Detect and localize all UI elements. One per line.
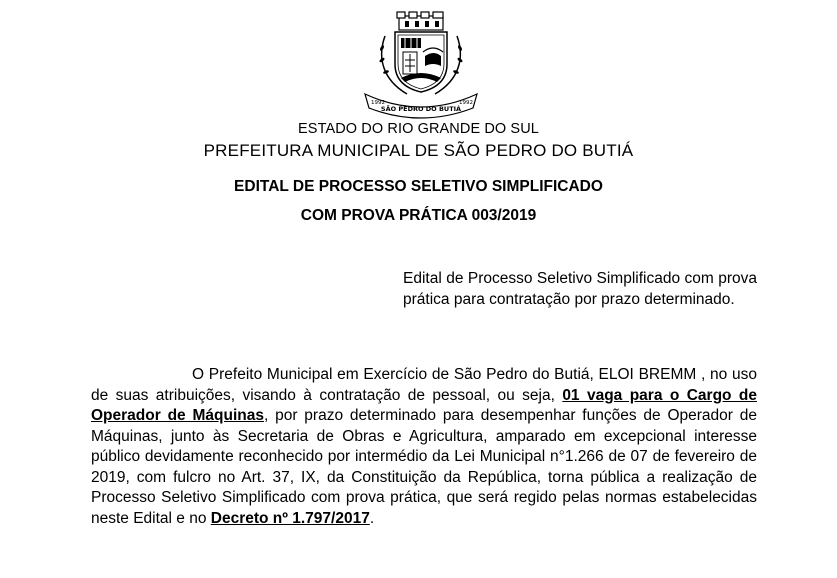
body-text-part-1: O Prefeito Municipal em Exercício de São Pedro do Butiá, ELOI BREMM , no uso de suas atribuições, visando à contratação de pessoal, ou seja, <box>91 366 757 404</box>
crest-motto: SÃO PEDRO DO BUTIÁ <box>380 105 462 113</box>
municipal-coat-of-arms <box>355 8 487 120</box>
edital-summary: Edital de Processo Seletivo Simplificado com prova prática para contratação por prazo determinado. <box>403 270 757 308</box>
body-paragraph <box>91 365 757 529</box>
document-title-line-1: EDITAL DE PROCESSO SELETIVO SIMPLIFICADO <box>234 178 603 195</box>
body-text-part-2: , por prazo determinado para desempenhar funções de Operador de Máquinas, junto às Secretaria de Obras e Agricultura, amparado em excepcional interesse público devidamente reconhecido por intermédio da Lei Municipal n°1.266 de 07 de fevereiro de 2019, com fulcro no Art. 37, IX, da Constituição da República, torna pública a realização de Processo Seletivo Simplificado com prova prática, que será regido pelas normas estabelecidas neste Edital e no <box>91 407 757 527</box>
decree-reference: Decreto nº 1.797/2017 <box>210 509 370 527</box>
vacancy-highlight: 01 vaga para o Cargo de Operador de Máquinas <box>91 386 757 424</box>
crest-year-left: 1992 <box>371 100 385 106</box>
document-title-line-2: COM PROVA PRÁTICA 003/2019 <box>300 207 537 224</box>
prefeitura-name: PREFEITURA MUNICIPAL DE SÃO PEDRO DO BUTIÁ <box>203 141 634 160</box>
body-text-part-3: . <box>369 509 375 527</box>
state-name: ESTADO DO RIO GRANDE DO SUL <box>298 121 539 137</box>
crest-year-right: 1992 <box>459 100 473 106</box>
